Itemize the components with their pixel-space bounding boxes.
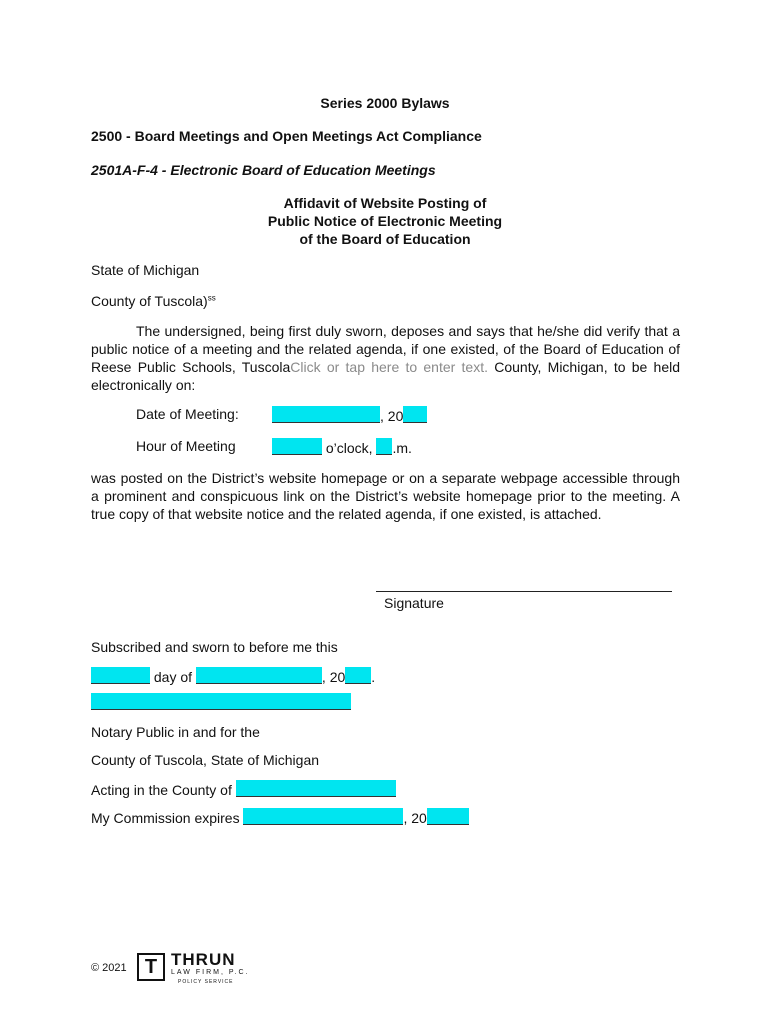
commission-row	[91, 808, 469, 826]
sworn-month-field[interactable]	[196, 667, 322, 684]
logo-tagline: POLICY SERVICE	[178, 979, 234, 985]
notary-signature-row	[91, 693, 351, 711]
county-label: County of Tuscola)	[91, 293, 208, 309]
meeting-date-field[interactable]	[272, 406, 380, 423]
document-title-line-2: Public Notice of Electronic Meeting	[267, 213, 503, 229]
series-heading: Series 2000 Bylaws	[320, 95, 450, 111]
oclock-text: o’clock,	[322, 440, 377, 456]
date-year-prefix: , 20	[380, 408, 404, 424]
notary-public-line: Notary Public in and for the	[91, 724, 260, 740]
commission-date-field[interactable]	[243, 808, 403, 825]
county-text-input[interactable]: Click or tap here to enter text.	[290, 359, 488, 375]
acting-county-field[interactable]	[236, 780, 396, 797]
meeting-hour-field[interactable]	[272, 438, 322, 455]
sworn-year-field[interactable]	[345, 667, 371, 684]
notary-signature-field[interactable]	[91, 693, 351, 710]
document-title-line-1: Affidavit of Website Posting of	[283, 195, 487, 211]
policy-heading: 2500 - Board Meetings and Open Meetings Act Compliance	[91, 128, 482, 144]
am-pm-field[interactable]	[376, 438, 392, 455]
ss-mark: ss	[207, 293, 216, 303]
meridiem-suffix: .m.	[392, 440, 412, 456]
sworn-date-row	[91, 667, 375, 685]
paragraph-text: The undersigned, being first duly sworn, deposes and says that he/she did verify that a public notice of a meeting and the related agenda, if one existed, of the Board of Education of Reese Public Schools, Tuscola	[91, 323, 680, 375]
hour-label: Hour of Meeting	[136, 438, 236, 454]
logo-name: THRUN	[171, 950, 236, 969]
meeting-year-field[interactable]	[403, 406, 427, 423]
form-heading: 2501A-F-4 - Electronic Board of Education Meetings	[91, 162, 436, 178]
state-line: State of Michigan	[91, 262, 200, 278]
document-title-line-3: of the Board of Education	[299, 231, 471, 247]
date-row	[272, 406, 427, 424]
sworn-year-prefix: , 20	[321, 669, 346, 685]
county-line	[91, 293, 216, 309]
day-of-text: day of	[150, 669, 196, 685]
date-label: Date of Meeting:	[136, 406, 239, 422]
commission-year-field[interactable]	[427, 808, 469, 825]
affidavit-paragraph	[91, 322, 680, 394]
sworn-day-field[interactable]	[91, 667, 150, 684]
posting-paragraph: was posted on the District’s website homepage or on a separate webpage accessible through a prominent and conspicuous link on the District’s website homepage prior to the meeting. A true copy of that website notice and the related agenda, if one existed, is attached.	[91, 470, 680, 522]
logo-icon-letter: T	[144, 956, 158, 978]
acting-county-label: Acting in the County of	[91, 782, 236, 798]
commission-label: My Commission expires	[91, 810, 244, 826]
copyright-text: © 2021	[91, 962, 127, 974]
commission-year-prefix: , 20	[403, 810, 427, 826]
acting-county-row	[91, 780, 396, 798]
logo-icon	[137, 953, 165, 981]
signature-line[interactable]	[376, 591, 672, 592]
subscribed-line: Subscribed and sworn to before me this	[91, 639, 338, 655]
logo-subtitle: LAW FIRM, P.C.	[171, 969, 250, 976]
sworn-period: .	[371, 669, 376, 685]
signature-label: Signature	[384, 595, 444, 611]
hour-row	[272, 438, 412, 456]
notary-county-line: County of Tuscola, State of Michigan	[91, 752, 320, 768]
paragraph-text-end: County, Michigan, to be held electronically on:	[91, 359, 681, 393]
